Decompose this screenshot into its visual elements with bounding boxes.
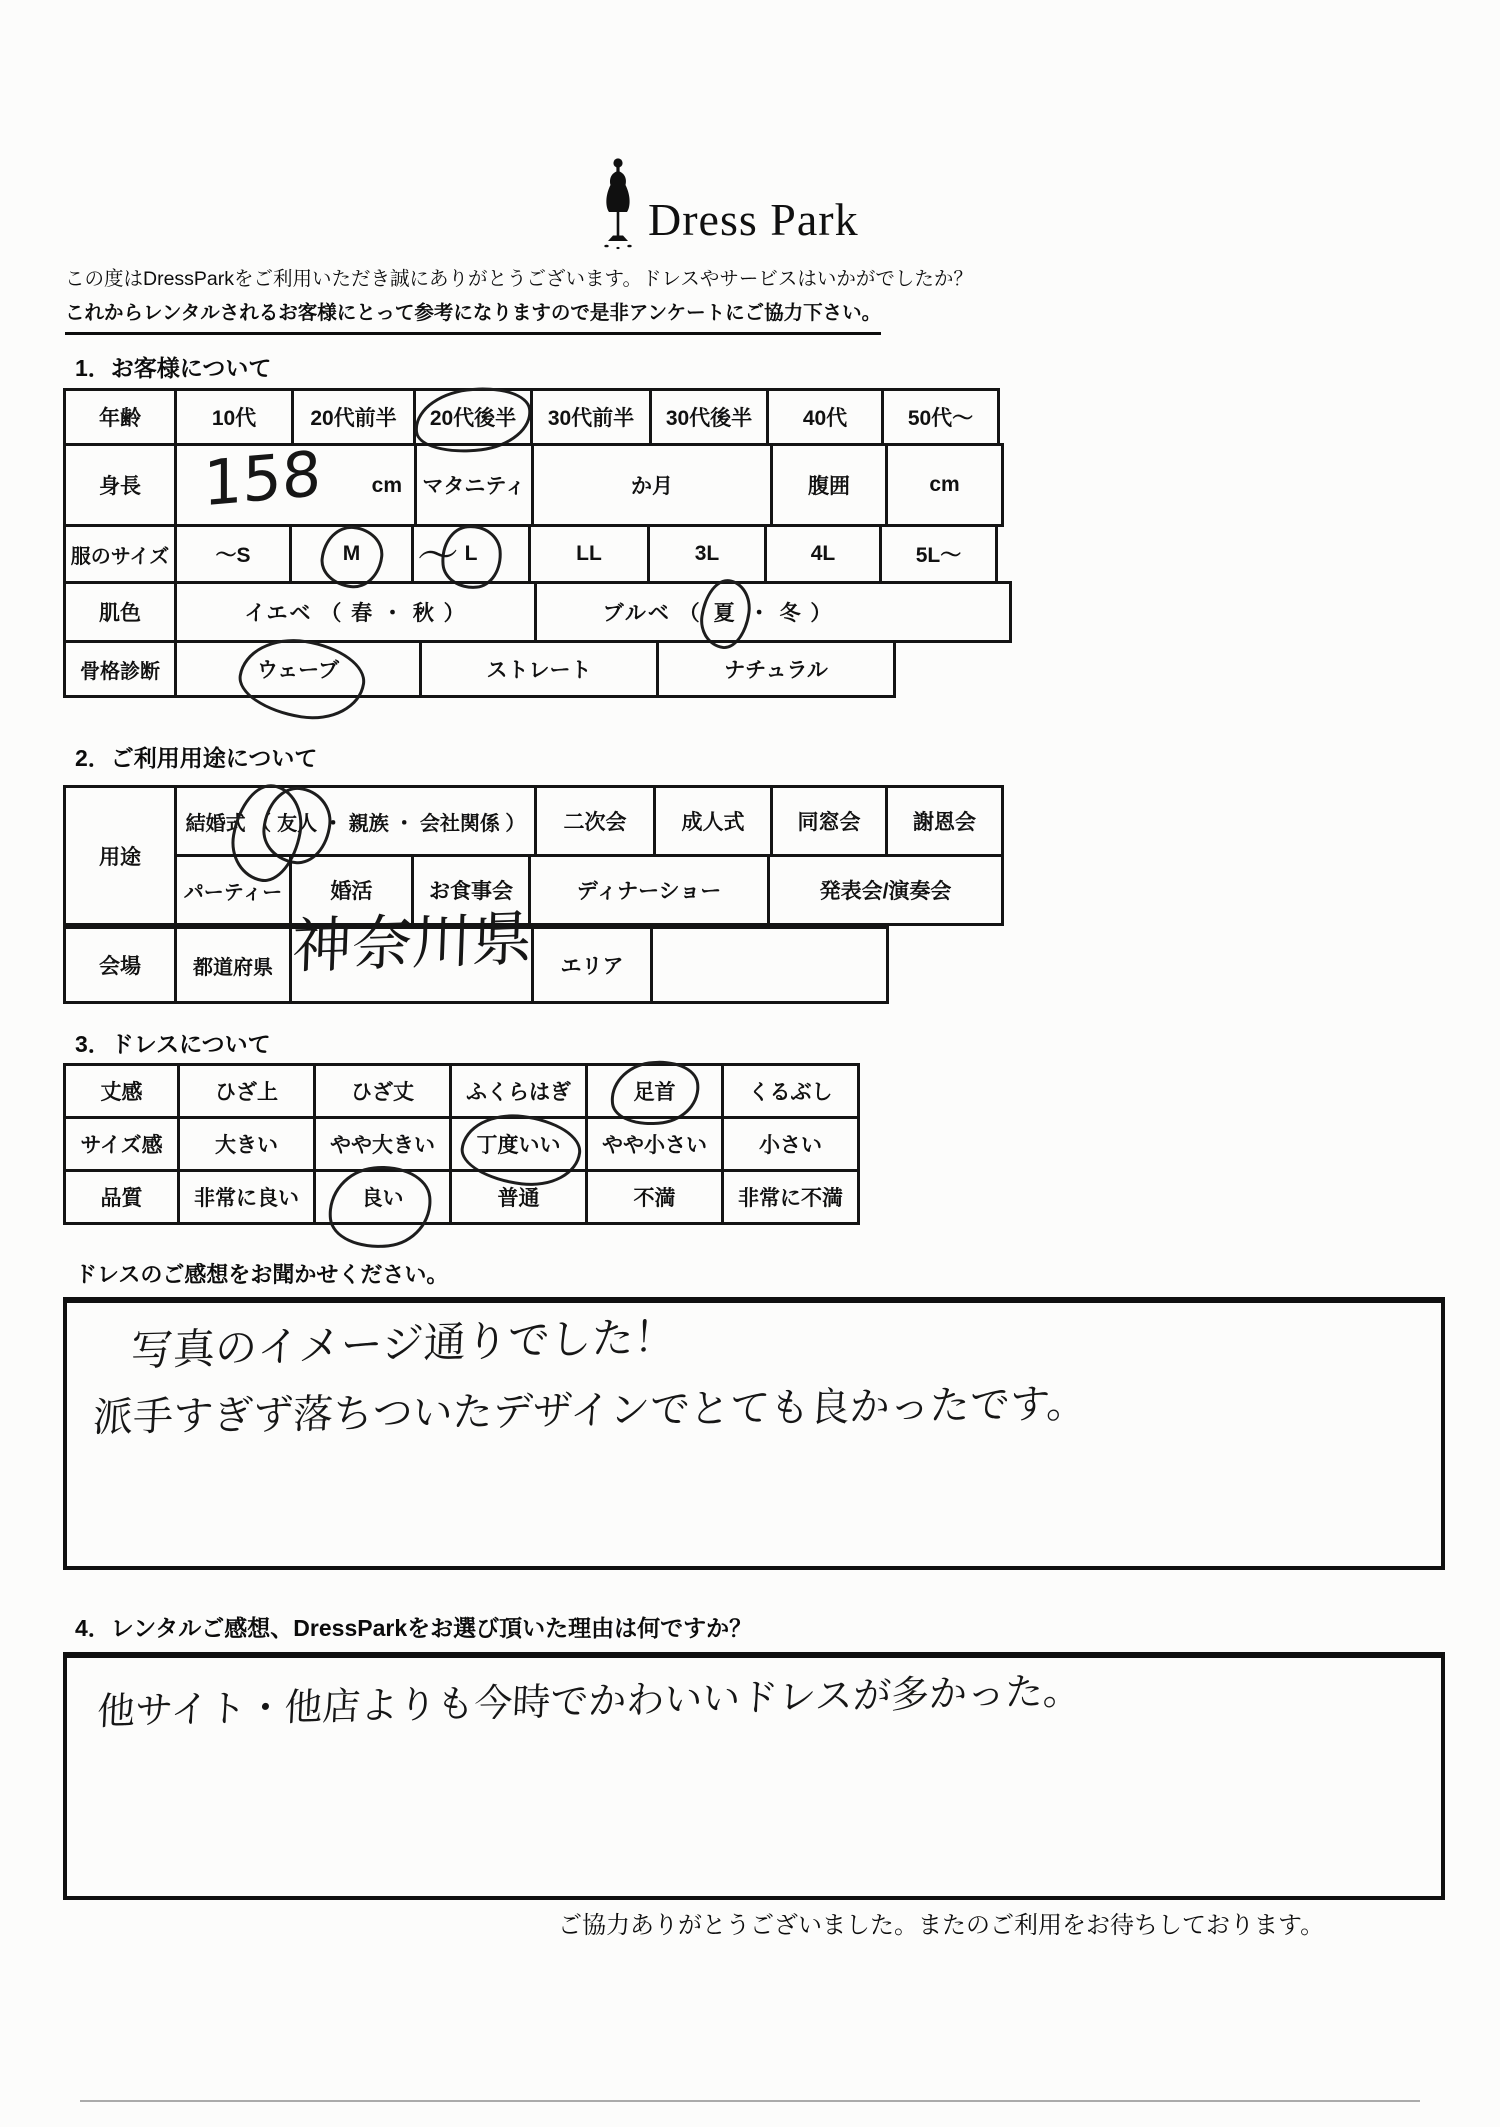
handwritten-range-tilde: ～ (414, 528, 462, 583)
skin-blue-base (534, 581, 1012, 643)
size-row (63, 524, 1012, 584)
usage-option: 同窓会 (770, 785, 888, 857)
age-label: 年齢 (63, 388, 177, 446)
wedding-selected: 友人 (277, 812, 318, 835)
venue-area-value-cell (650, 926, 889, 1004)
size-option: ～S (174, 524, 292, 584)
reason-comment-box (63, 1652, 1445, 1900)
size-option: 5L～ (879, 524, 998, 584)
length-option: ひざ上 (177, 1063, 316, 1119)
fit-option-selected (449, 1116, 588, 1172)
quality-option: 普通 (449, 1169, 588, 1225)
length-option-selected (585, 1063, 724, 1119)
maternity-label: マタニティ (414, 443, 534, 527)
fit-option: 小さい (721, 1116, 860, 1172)
age-option-label: 20代後半 (429, 407, 517, 430)
section2-heading: 2．ご利用用途について (75, 745, 318, 771)
skeleton-row (63, 640, 1012, 698)
age-option: 30代前半 (530, 388, 652, 446)
size-option: 4L (764, 524, 882, 584)
usage-row1 (174, 785, 1004, 857)
length-option: くるぶし (721, 1063, 860, 1119)
age-option: 20代前半 (291, 388, 416, 446)
skeleton-label: 骨格診断 (63, 640, 177, 698)
handwritten-dress-comment-line1: 写真のイメージ通りでした！ (130, 1311, 677, 1376)
length-row (63, 1063, 860, 1119)
venue-row (63, 903, 1004, 1004)
size-label: 服のサイズ (63, 524, 177, 584)
usage-upper (63, 785, 1004, 926)
wedding-cell (174, 785, 537, 857)
dress-comment-prompt: ドレスのご感想をお聞かせください。 (75, 1262, 449, 1287)
skin-blue-selected: 夏 (713, 602, 737, 625)
fit-option-label: 丁度いい (476, 1134, 561, 1157)
usage-table (63, 785, 1004, 1004)
logo-wordmark: Dress Park (648, 194, 859, 245)
quality-label: 品質 (63, 1169, 180, 1225)
length-option: ひざ丈 (313, 1063, 452, 1119)
skin-blue-prefix: ブルベ （ (602, 602, 702, 625)
usage-label: 用途 (63, 785, 177, 926)
dress-table (63, 1063, 860, 1225)
intro-line1: この度はDressParkをご利用いただき誠にありがとうございます。ドレスやサービスはいかがでしたか？ (65, 268, 973, 290)
usage-option: 婚活 (289, 854, 414, 926)
usage-option: 発表会/演奏会 (767, 854, 1004, 926)
customer-table (63, 388, 1012, 698)
dress-comment-box (63, 1297, 1445, 1570)
size-option-label: M (342, 542, 361, 565)
usage-option: ディナーショー (528, 854, 770, 926)
handwritten-dress-comment-line2: 派手すぎず落ちついたデザインでとても良かったです。 (91, 1381, 1088, 1441)
closing-message: ご協力ありがとうございました。またのご利用をお待ちしております。 (558, 1912, 1325, 1939)
usage-options (174, 785, 1004, 926)
handwritten-reason-comment: 他サイト・他店よりも今時でかわいいドレスが多かった。 (96, 1668, 1083, 1734)
height-unit: cm (371, 474, 402, 497)
skin-label: 肌色 (63, 581, 177, 643)
handwritten-prefecture: 神奈川県 (290, 903, 534, 983)
age-option: 10代 (174, 388, 294, 446)
quality-row (63, 1169, 860, 1225)
usage-option: 二次会 (534, 785, 656, 857)
length-option-label: 足首 (633, 1081, 676, 1104)
size-option: LL (528, 524, 650, 584)
dress-form-logo-icon (600, 158, 636, 255)
usage-option: お食事会 (411, 854, 531, 926)
wedding-suffix: ・ 親族 ・ 会社関係 ） (323, 812, 526, 835)
age-option: 50代～ (881, 388, 1000, 446)
skin-row (63, 581, 1012, 643)
size-option: 3L (647, 524, 767, 584)
section3-heading: 3．ドレスについて (75, 1031, 271, 1057)
skeleton-option: ストレート (419, 640, 659, 698)
usage-option: 成人式 (653, 785, 773, 857)
length-label: 丈感 (63, 1063, 180, 1119)
skin-yellow-base: イエベ （ 春 ・ 秋 ） (174, 581, 537, 643)
usage-option: パーティー (174, 854, 292, 926)
skeleton-option-selected (174, 640, 422, 698)
fit-option: やや小さい (585, 1116, 724, 1172)
height-row (63, 436, 1012, 527)
fit-option: 大きい (177, 1116, 316, 1172)
maternity-months-cell: か月 (531, 443, 773, 527)
wedding-prefix: 結婚式 （ (185, 812, 272, 835)
intro-line2: これからレンタルされるお客様にとって参考になりますので是非アンケートにご協力下さい。 (65, 296, 881, 335)
waist-unit: cm (885, 443, 1004, 527)
age-option-selected (413, 388, 533, 446)
section4-heading: 4．レンタルご感想、DressParkをお選び頂いた理由は何ですか？ (75, 1615, 753, 1641)
usage-option: 謝恩会 (885, 785, 1004, 857)
skin-blue-suffix: ・ 冬 ） (748, 602, 834, 625)
scan-artifact-line (80, 2100, 1420, 2102)
size-option-selected (289, 524, 462, 584)
skeleton-option: ナチュラル (656, 640, 896, 698)
venue-pref-value-cell (289, 903, 534, 1004)
quality-option-label: 良い (361, 1187, 404, 1210)
quality-option: 非常に不満 (721, 1169, 860, 1225)
quality-option-selected (313, 1169, 452, 1225)
intro-block (65, 262, 973, 335)
size-option-label: L (464, 542, 478, 565)
section1-heading: 1．お客様について (75, 355, 272, 381)
age-option: 30代後半 (649, 388, 769, 446)
age-option: 40代 (766, 388, 884, 446)
waist-label: 腹囲 (770, 443, 888, 527)
venue-area-label: エリア (531, 926, 653, 1004)
skeleton-option-label: ウェーブ (256, 659, 340, 682)
venue-label: 会場 (63, 926, 177, 1004)
fit-row (63, 1116, 860, 1172)
fit-option: やや大きい (313, 1116, 452, 1172)
quality-option: 不満 (585, 1169, 724, 1225)
quality-option: 非常に良い (177, 1169, 316, 1225)
age-row (63, 388, 1012, 446)
height-label: 身長 (63, 443, 177, 527)
venue-pref-label: 都道府県 (174, 926, 292, 1004)
length-option: ふくらはぎ (449, 1063, 588, 1119)
logo (600, 158, 859, 255)
handwritten-height-value: 158 (203, 436, 322, 521)
fit-label: サイズ感 (63, 1116, 180, 1172)
height-value-cell (174, 436, 417, 527)
